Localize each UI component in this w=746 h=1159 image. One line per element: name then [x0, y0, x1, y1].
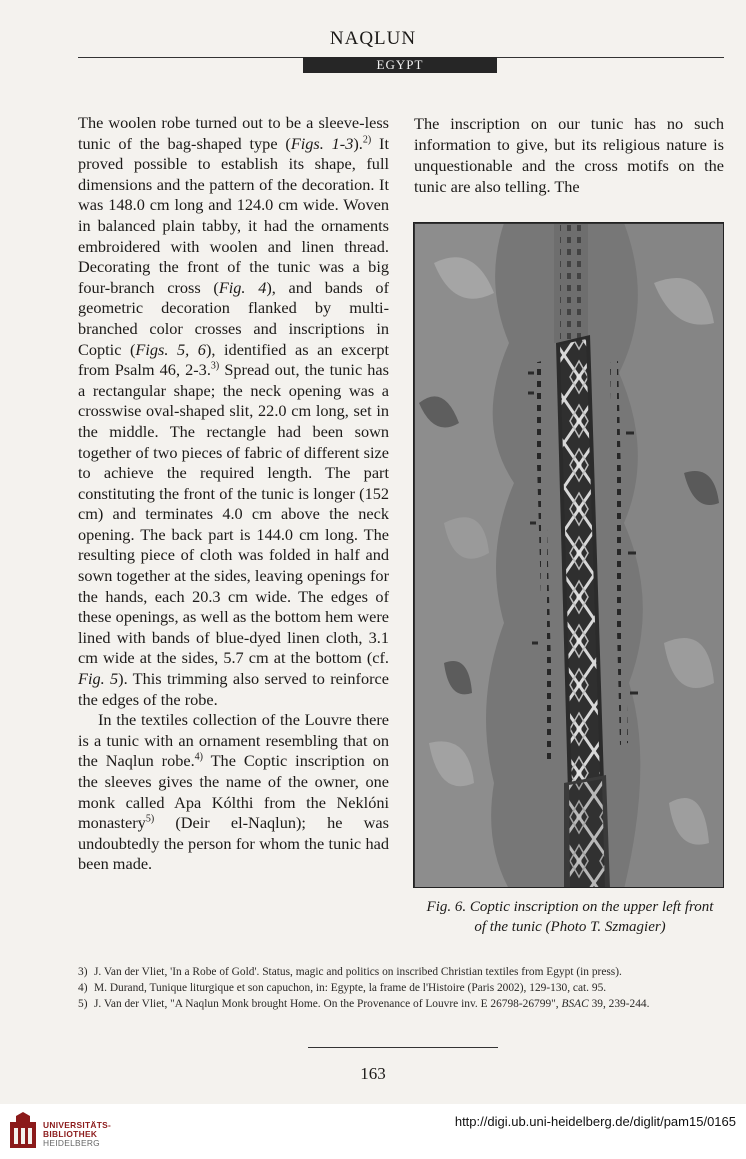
right-column [414, 113, 724, 197]
text-run: J. Van der Vliet, "A Naqlun Monk brought Home. On the Provenance of Louvre inv. E 26798-26799", [94, 998, 562, 1010]
figure-photo-textile [413, 222, 724, 888]
footnote-text: M. Durand, Tunique liturgique et son capuchon, in: Egypte, la frame de l'Histoire (Paris 2002), 129-130, cat. 95. [94, 982, 607, 994]
text-run: (Deir el-Naqlun); he was undoubtedly the person for whom the tunic had been made. [78, 813, 389, 874]
logo-line: HEIDELBERG [43, 1138, 100, 1149]
figure-caption [412, 897, 728, 937]
footnote-3 [78, 964, 724, 980]
library-logo-text[interactable] [43, 1121, 111, 1149]
textile-photo-illustration [414, 223, 724, 888]
footnote-5 [78, 996, 724, 1012]
running-head-subtitle: EGYPT [303, 57, 497, 73]
text-run: The Coptic inscription on the sleeves gives the name of the owner, one monk called Apa Kólthi from the Neklóni monastery [78, 751, 389, 833]
paragraph-tunic-description [78, 113, 389, 710]
text-run: The woolen robe turned out to be a sleeve-less tunic of the bag-shaped type ( [78, 113, 389, 153]
caption-line: Fig. 6. Coptic inscription on the upper left front [426, 899, 714, 915]
footnote-number: 4) [78, 982, 88, 994]
text-run: ). This trimming also served to reinforce the edges of the robe. [78, 669, 389, 709]
text-run: 39, 239-244. [588, 998, 650, 1010]
journal-abbreviation: BSAC [561, 998, 589, 1010]
figure-reference: Fig. 4 [218, 277, 267, 297]
text-run: It proved possible to establish its shape, full dimensions and the pattern of the decoration. It was 148.0 cm long and 124.0 cm wide. Woven in balanced plain tabby, it had the ornaments embroidered with woolen and linen thread. Decorating the front of the tunic was a big four-branch cross ( [78, 133, 390, 297]
footnote-text [94, 996, 724, 1012]
text-run: ), identified as an excerpt from Psalm 46, 2-3. [78, 339, 389, 380]
paragraph-louvre-tunic [78, 710, 389, 875]
library-logo-icon[interactable] [8, 1110, 38, 1150]
figure-reference: Fig. 5 [78, 669, 119, 689]
left-column [78, 113, 389, 875]
footnote-marker: 2) [362, 134, 372, 146]
footnote-number: 3) [78, 966, 88, 978]
page-number: 163 [360, 1064, 386, 1083]
logo-line: BIBLIOTHEK [43, 1129, 98, 1140]
figure-reference: Figs. 5, 6 [135, 339, 206, 359]
footer-bar [0, 1104, 746, 1159]
text-run: ), and bands of geometric decoration flanked by multi-branched color crosses and inscriptions in Coptic ( [78, 277, 389, 359]
paragraph-inscription: The inscription on our tunic has no such information to give, but its religious nature is unquestionable and the cross motifs on the tunic are also telling. The [414, 114, 724, 196]
footnote-marker: 3) [210, 360, 220, 372]
footnote-text: J. Van der Vliet, 'In a Robe of Gold'. Status, magic and politics on inscribed Christian textiles from Egypt (in press). [94, 966, 622, 978]
bottom-rule [308, 1047, 498, 1048]
text-run: In the textiles collection of the Louvre there is a tunic with an ornament resembling that on the Naqlun robe. [78, 710, 389, 771]
figure-reference: Figs. 1-3 [290, 133, 354, 153]
text-run: Spread out, the tunic has a rectangular shape; the neck opening was a crosswise oval-shaped slit, 22.0 cm long, set in the middle. The rectangle had been sown together of two pieces of fabric of different size to achieve the required length. The part constituting the front of the tunic is longer (152 cm) and terminates 4.0 cm above the neck opening. The back part is 144.0 cm long. The resulting piece of cloth was folded in half and sown together at the sides, leaving openings for the hands, each 20.3 cm wide. The edges of these openings, as well as the bottom hem were lined with bands of blue-dyed linen cloth, 3.1 cm wide at the sides, 5.7 cm at the bottom (cf. [78, 360, 389, 668]
text-run: ). [353, 133, 363, 153]
running-head-title: NAQLUN [329, 28, 417, 49]
footnote-marker: 5) [145, 813, 155, 825]
footnote-number: 5) [78, 998, 88, 1010]
footnote-marker: 4) [194, 751, 203, 763]
logo-line: UNIVERSITÄTS- [43, 1120, 112, 1130]
footnote-4 [78, 980, 724, 996]
source-url-link[interactable]: http://digi.ub.uni-heidelberg.de/diglit/pam15/0165 [454, 1114, 736, 1129]
caption-line: of the tunic (Photo T. Szmagier) [474, 919, 666, 935]
footnotes [78, 964, 724, 1012]
